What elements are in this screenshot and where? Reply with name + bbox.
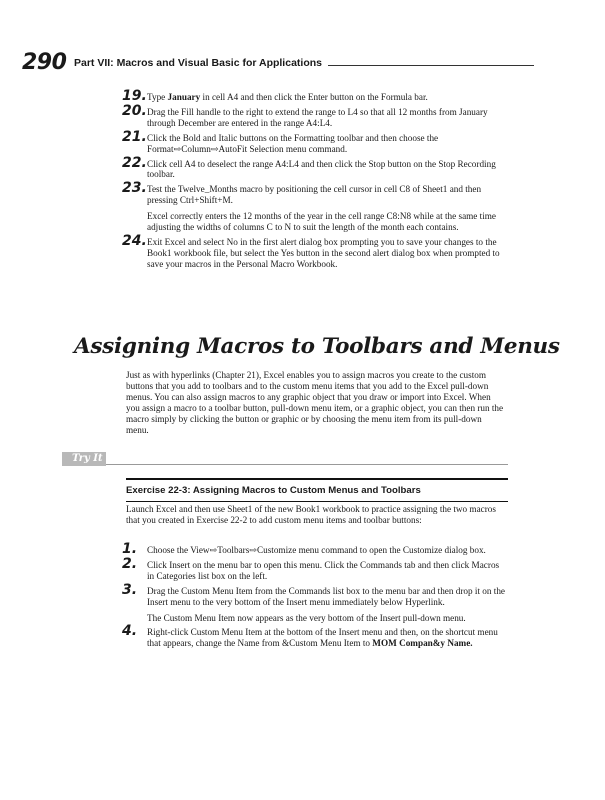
exercise-step-3 [118, 581, 506, 624]
step-21 [118, 128, 506, 155]
step-number: 4. [122, 623, 138, 640]
step-number: 20. [122, 102, 147, 119]
step-number: 19. [122, 88, 147, 104]
exercise-step-1 [118, 541, 506, 557]
step-text: Click cell A4 to deselect the range A4:L4 and then click the Stop button on the Stop Recording toolbar. [147, 158, 496, 180]
step-number: 2. [122, 555, 138, 572]
steps-list-exercise [118, 541, 506, 653]
step-23 [118, 180, 506, 233]
part-title: Part VII: Macros and Visual Basic for Applications [74, 57, 322, 69]
exercise-step-2 [118, 555, 506, 582]
page-number: 290 [22, 50, 67, 75]
exercise-title-box [126, 478, 508, 502]
try-it-rule [106, 464, 508, 465]
step-number: 23. [122, 180, 147, 197]
section-body: Just as with hyperlinks (Chapter 21), Excel enables you to assign macros you create to the custom buttons that you add to toolbars and to the custom menu items that you add to the Excel pull-down menus. You can also assign macros to any graphic object that you draw or import into Excel. When you assign a macro to a toolbar button, pull-down menu item, or a graphic object, you can then run the macro simply by clicking the button or graphic or by choosing the menu item from its pull-down menu. [126, 370, 504, 435]
step-number: 24. [122, 232, 147, 249]
exercise-title: Exercise 22-3: Assigning Macros to Custom Menus and Toolbars [126, 485, 421, 496]
step-number: 3. [122, 581, 138, 598]
step-text: Drag the Custom Menu Item from the Commands list box to the menu bar and then drop it on the Insert menu to the very bottom of the Insert menu immediately below Hyperlink. [147, 585, 505, 607]
step-text: Test the Twelve_Months macro by positioning the cell cursor in cell C8 of Sheet1 and then pressing Ctrl+Shift+M. [147, 184, 482, 206]
steps-list-top [118, 88, 506, 274]
header-rule [328, 65, 534, 66]
step-text: Type January in cell A4 and then click the Enter button on the Formula bar. [147, 92, 428, 102]
exercise-intro: Launch Excel and then use Sheet1 of the new Book1 workbook to practice assigning the two macros that you created in Exercise 22-2 to add custom menu items and toolbar buttons: [126, 504, 496, 525]
step-number: 22. [122, 154, 147, 171]
step-text: Right-click Custom Menu Item at the bottom of the Insert menu and then, on the shortcut menu that appears, change the Name from &Custom Menu Item to MOM Compan&y Name. [147, 627, 498, 649]
step-number: 21. [122, 128, 147, 145]
step-note: The Custom Menu Item now appears as the very bottom of the Insert pull-down menu. [147, 612, 466, 623]
try-it-label: Try It [62, 452, 106, 466]
step-19 [118, 88, 506, 104]
step-text: Drag the Fill handle to the right to extend the range to L4 so that all 12 months from January through December are entered in the range A4:L4. [147, 106, 488, 128]
exercise-step-4 [118, 623, 506, 649]
step-text: Exit Excel and select No in the first alert dialog box prompting you to save your changes to the Book1 workbook file, but select the Yes button in the second alert dialog box when prompted to save your macros in the Personal Macro Workbook. [147, 236, 500, 269]
step-text: Click the Bold and Italic buttons on the Formatting toolbar and then choose the Format⇨Column⇨AutoFit Selection menu command. [147, 132, 439, 154]
step-22 [118, 154, 506, 181]
step-20 [118, 102, 506, 129]
step-text: Click Insert on the menu bar to open this menu. Click the Commands tab and then click Macros in Categories list box on the left. [147, 559, 500, 581]
page-header [22, 50, 534, 76]
section-heading: Assigning Macros to Toolbars and Menus [74, 334, 560, 359]
step-note: Excel correctly enters the 12 months of the year in the cell range C8:N8 while at the same time adjusting the widths of columns C to N to suit the length of the month each contains. [147, 211, 497, 233]
step-number: 1. [122, 541, 138, 557]
step-text: Choose the View⇨Toolbars⇨Customize menu command to open the Customize dialog box. [147, 545, 486, 555]
step-24 [118, 232, 506, 270]
